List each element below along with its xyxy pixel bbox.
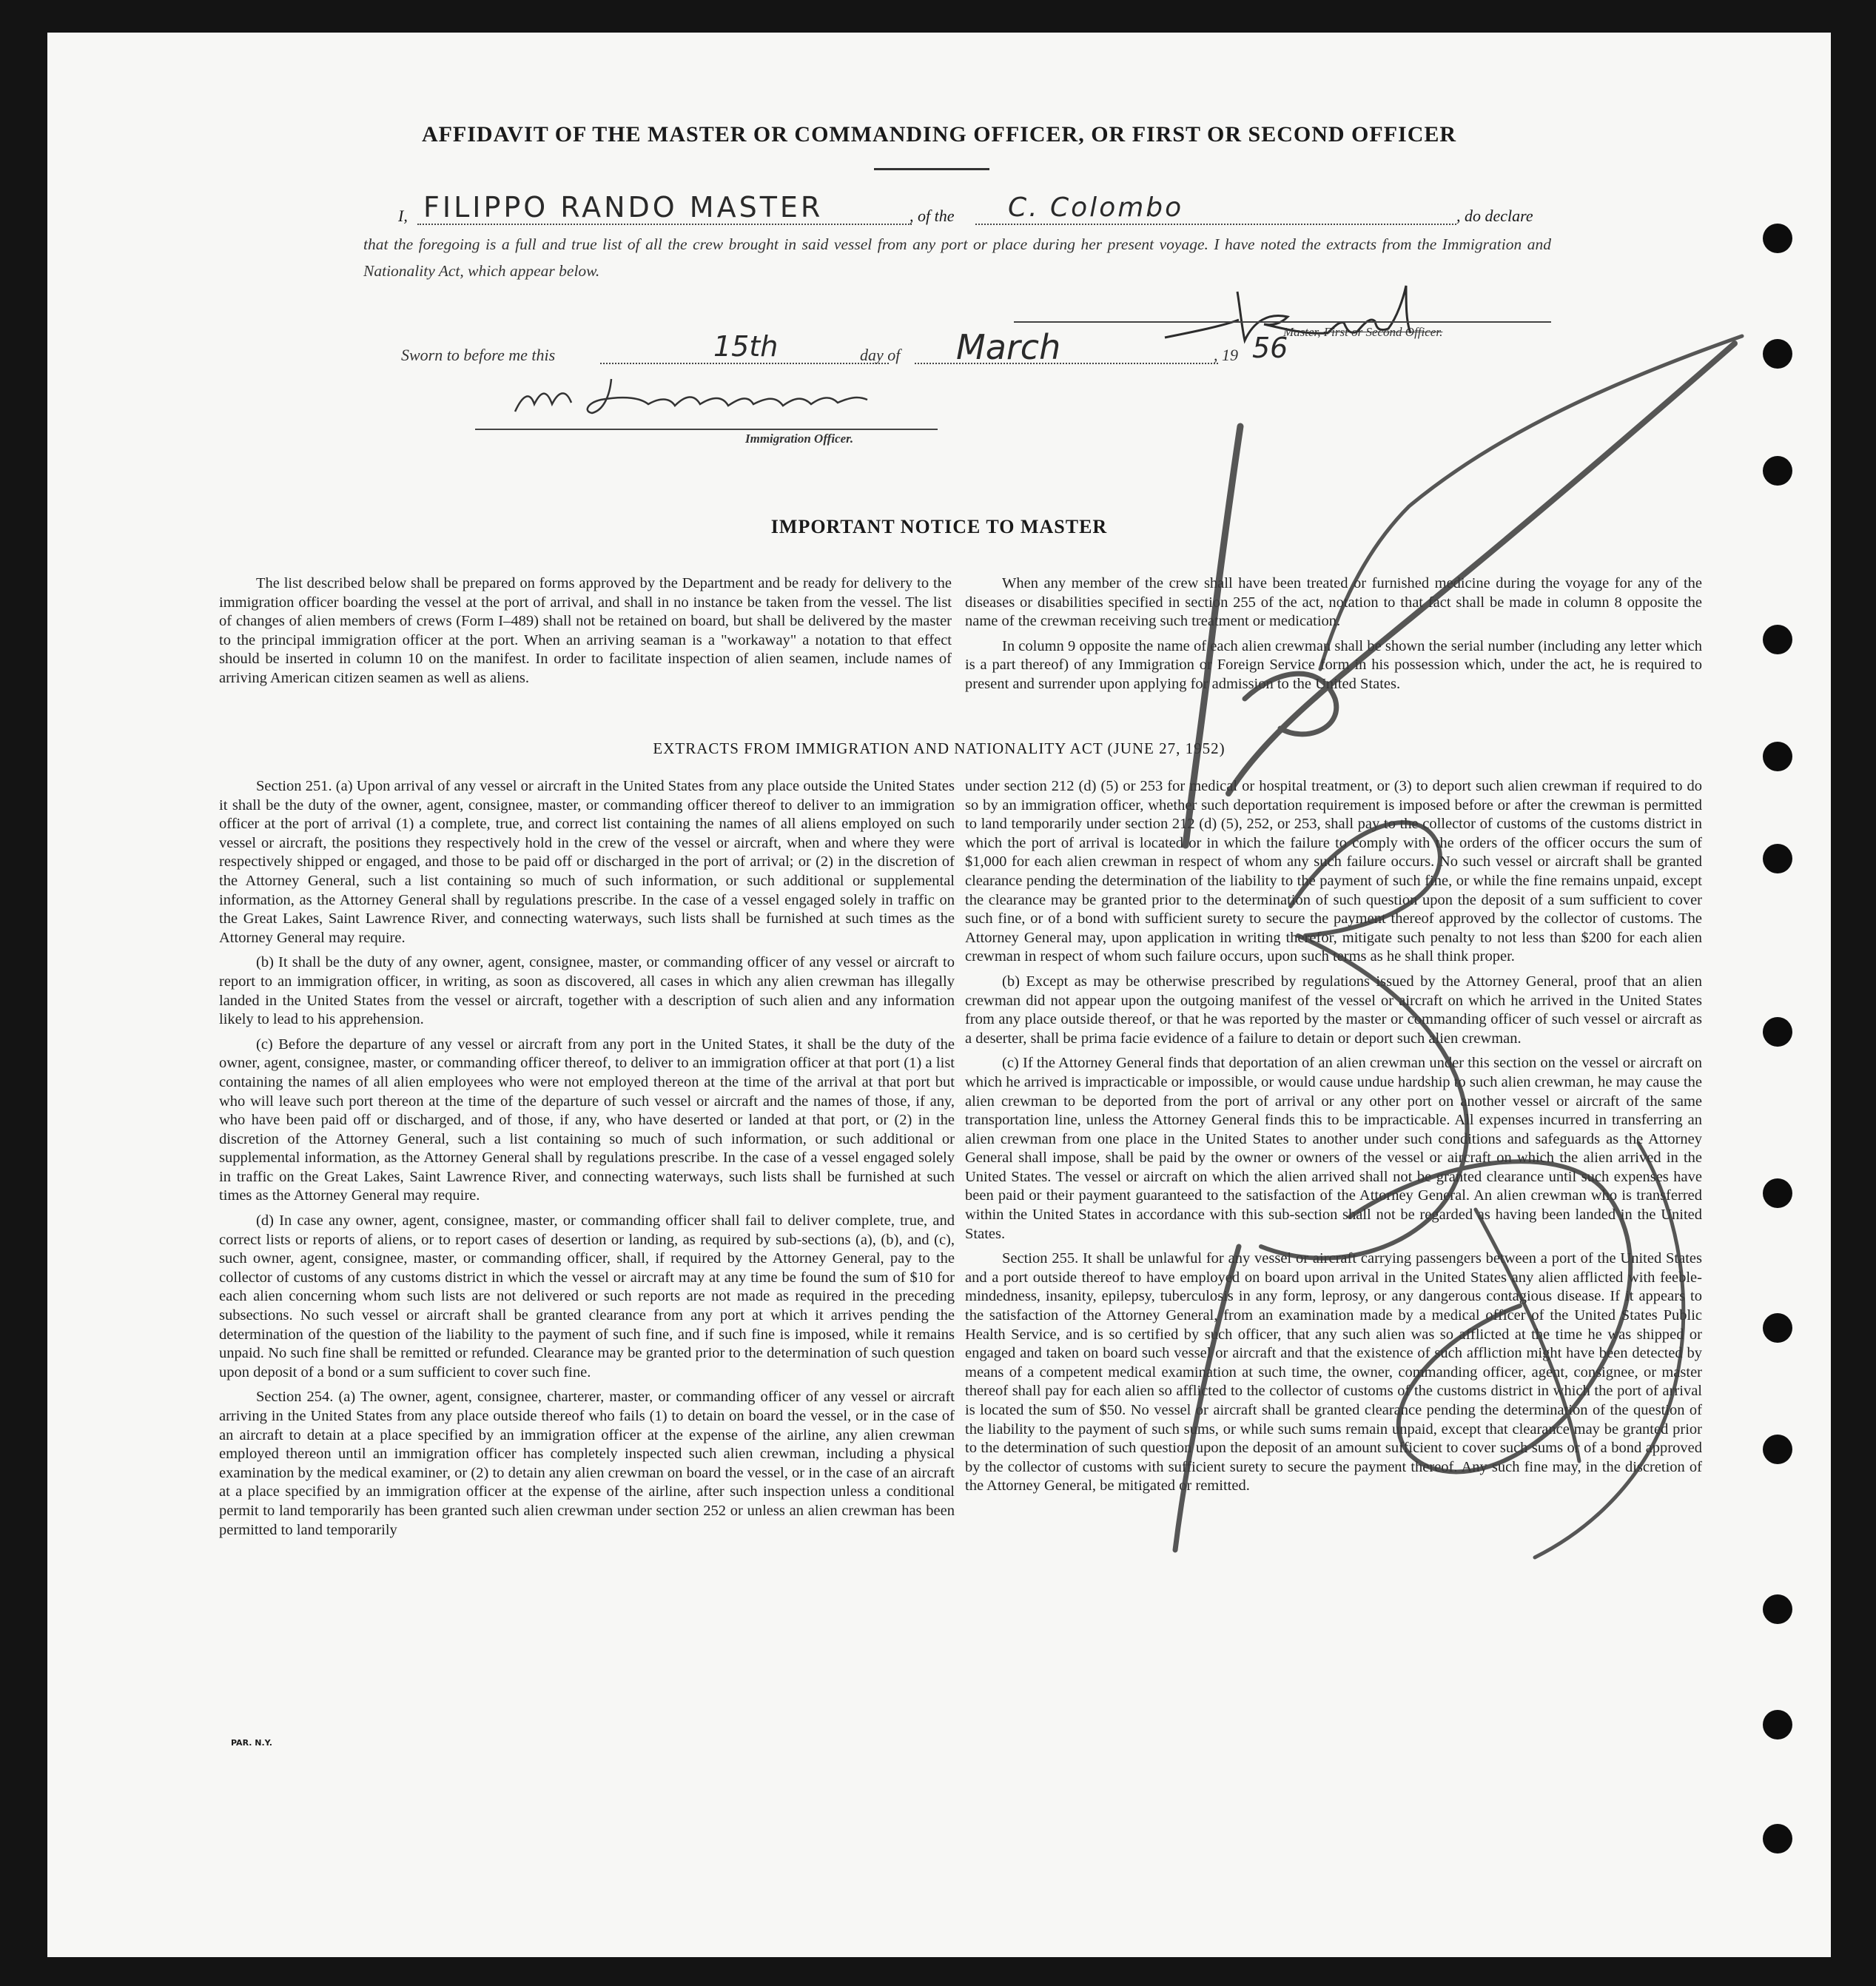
notice-right-text-1: When any member of the crew shall have been treated or furnished medicine during the voyage for any of the diseases or disabilities specified in section 255 of the act, notation to that fact shall be made in column 8 opposite the name of the crewman receiving such treatment or medication. xyxy=(965,575,1702,630)
officer-signature-line xyxy=(475,429,938,430)
notice-title: IMPORTANT NOTICE TO MASTER xyxy=(770,516,1108,537)
punch-hole xyxy=(1763,1435,1792,1464)
printer-mark: PAR. N.Y. xyxy=(231,1738,272,1748)
section-254-a-continued: under section 212 (d) (5) or 253 for medical or hospital treatment, or (3) to deport such alien crewman if required to do so by an immigration officer, whether such deportation requirement is imposed before or after the crewman is permitted to land temporarily under section 212 (d) (5), 252, or 253, shall pay to the collector of customs of the customs district in which the port of arrival is located or in which the failure to comply with the orders of the officer occurs the sum of $1,000 for each alien crewman in respect of whom any such failure occurs. No such vessel or aircraft shall be granted clearance pending the determination of the liability to the payment of such fine, or while the fine remains unpaid, except the clearance may be granted prior to the determination of such question upon the deposit of a sum sufficient to cover such fine, or of a bond with sufficient surety to secure the payment thereof approved by the collector of customs. The Attorney General may, upon application in writing therefor, mitigate such penalty to not less than $200 for each alien crewman in respect of whom such failure occurs, upon such terms as he shall think proper. xyxy=(965,778,1702,965)
vessel-name-handwritten: C. Colombo xyxy=(1008,192,1184,223)
extracts-right-column xyxy=(965,777,1702,1496)
notice-left-text: The list described below shall be prepared on forms approved by the Department and be ready for delivery to the immigration officer boarding the vessel at the port of arrival, and shall in no instance be taken from the vessel. The list of changes of alien members of crews (Form I–489) shall not be retained on board, but shall be delivered by the master to the principal immigration officer at the port. When an arriving seaman is a "workaway" a notation to that effect should be inserted in column 10 on the manifest. In order to facilitate inspection of alien seamen, include names of arriving American citizen seamen as well as aliens. xyxy=(219,575,952,686)
section-251-c: (c) Before the departure of any vessel or aircraft from any port in the United States, it shall be the duty of the owner, agent, consignee, master, or commanding officer thereof, to deliver to an immigration officer at that port (1) a list containing the names of all alien employees who were not employed thereon at the time of the arrival at that port but who will leave such port thereon at the time of the departure of such vessel or aircraft and the names of those, if any, who have been paid off or discharged, and of those, if any, who have deserted or landed at that port, or (2) in the discretion of the Attorney General, such a list containing so much of such information, or such additional or supplemental information, as the Attorney General shall by regulations prescribe. In the case of a vessel engaged solely in traffic on the Great Lakes, Saint Lawrence River, and connecting waterways, such lists shall be furnished at such times as the Attorney General may require. xyxy=(219,1036,955,1204)
title-rule xyxy=(874,168,989,170)
caption-master: Master, xyxy=(1283,325,1324,339)
sworn-day-line xyxy=(600,363,889,364)
caption-struck-officer: First or Second Officer. xyxy=(1323,325,1443,339)
section-254-a: Section 254. (a) The owner, agent, consignee, charterer, master, or commanding officer of any vessel or aircraft arriving in the United States from any place outside thereof who fails (1) to detain on board the vessel, or in the case of an aircraft to detain at a place specified by an immigration officer at the expense of the airline, any alien crewman employed thereon until an immigration officer has completely inspected such alien crewman, including a physical examination by the medical examiner, or (2) to detain any alien crewman on board the vessel, or in the case of an aircraft at a place specified by an immigration officer at the expense of the airline, after such inspection unless a conditional permit to land temporarily has been granted such alien crewman under section 252 or unless an alien crewman has been permitted to land temporarily xyxy=(219,1389,955,1538)
section-254-c: (c) If the Attorney General finds that deportation of an alien crewman under this section on the vessel or aircraft on which he arrived is impracticable or impossible, or would cause undue hardship to such alien crewman, he may cause the alien crewman to be deported from the port of arrival or any other port on another vessel or aircraft of the same transportation line, unless the Attorney General finds this to be impracticable. All expenses incurred in transferring an alien crewman from one place in the United States to another under such conditions and safeguards as the Attorney General shall impose, shall be paid by the owner or owners of the vessel or aircraft on which the alien arrived in the United States. The vessel or aircraft on which the alien arrived shall not be granted clearance until such expenses have been paid or their payment guaranteed to the satisfaction of the Attorney General. An alien crewman who is transferred within the United States in accordance with this sub-section shall not be regarded as having been landed in the United States. xyxy=(965,1055,1702,1242)
year-prefix: , 19 xyxy=(1214,346,1238,364)
punch-hole xyxy=(1763,1178,1792,1208)
punch-hole xyxy=(1763,1313,1792,1343)
section-255: Section 255. It shall be unlawful for any vessel or aircraft carrying passengers between a port of the United States and a port outside thereof to have employed on board upon arrival in the United States any alien afflicted with feeble-mindedness, insanity, epilepsy, tuberculosis in any form, leprosy, or any dangerous contagious disease. If it appears to the satisfaction of the Attorney General, from an examination made by a medical officer of the United States Public Health Service, and is so certified by such officer, that any such alien was so afflicted at the time he was shipped or engaged and taken on board such vessel or aircraft and that the existence of such affliction might have been detected by means of a competent medical examination at such time, the owner, commanding officer, agent, consignee, or master thereof shall pay for each alien so afflicted to the collector of customs of the customs district in which the port of arrival is located the sum of $50. No vessel or aircraft shall be granted clearance pending the determination of the question of the liability to the payment of such sums, or while such sums remain unpaid, except that clearance may be granted prior to the determination of such question upon the deposit of an amount sufficient to cover such sums or of a bond approved by the collector of customs with sufficient surety to secure the payment thereof. Any such fine may, in the discretion of the Attorney General, be mitigated or remitted. xyxy=(965,1250,1702,1494)
master-signature-line xyxy=(1014,321,1551,323)
sworn-day-handwritten: 15th xyxy=(713,330,779,363)
sworn-month-handwritten: March xyxy=(956,327,1061,367)
punch-hole xyxy=(1763,1824,1792,1854)
signature-caption xyxy=(1283,325,1442,340)
section-254-b: (b) Except as may be otherwise prescribed by regulations issued by the Attorney General, proof that an alien crewman did not appear upon the outgoing manifest of the vessel or aircraft on which he arrived in the United States from any place outside thereof, or that he was reported by the master or commanding officer of such vessel or aircraft as a deserter, shall be prima facie evidence of a failure to detain or deport such alien crewman. xyxy=(965,973,1702,1047)
punch-hole xyxy=(1763,1017,1792,1047)
document-page xyxy=(47,33,1831,1957)
punch-hole xyxy=(1763,1710,1792,1740)
do-declare-label: , do declare xyxy=(1456,207,1533,225)
punch-hole xyxy=(1763,844,1792,873)
officer-caption: Immigration Officer. xyxy=(745,432,854,446)
year-handwritten: 56 xyxy=(1252,332,1288,364)
vessel-name-line xyxy=(975,224,1456,225)
punch-hole xyxy=(1763,1594,1792,1624)
punch-hole xyxy=(1763,742,1792,771)
punch-hole xyxy=(1763,625,1792,654)
punch-hole xyxy=(1763,339,1792,369)
sworn-label: Sworn to before me this xyxy=(401,346,556,364)
punch-hole xyxy=(1763,456,1792,486)
extracts-left-column xyxy=(219,777,955,1540)
extracts-title: EXTRACTS FROM IMMIGRATION AND NATIONALITY ACT (JUNE 27, 1952) xyxy=(653,739,1226,757)
punch-hole xyxy=(1763,224,1792,253)
section-251-b: (b) It shall be the duty of any owner, agent, consignee, master, or commanding officer of any vessel or aircraft to report to an immigration officer, in writing, as soon as discovered, all cases in which any alien crewman has illegally landed in the United States from the vessel or aircraft, together with a description of such alien and any information likely to lead to his apprehension. xyxy=(219,954,955,1028)
affidavit-title: AFFIDAVIT OF THE MASTER OR COMMANDING OFFICER, OR FIRST OR SECOND OFFICER xyxy=(421,122,1457,147)
declaration-text: that the foregoing is a full and true list of all the crew brought in said vessel from any port or place during her present voyage. I have noted the extracts from the Immigration and Nationality Act, which appear below. xyxy=(363,235,1551,280)
of-the-label: , of the xyxy=(910,207,955,225)
section-251-a: Section 251. (a) Upon arrival of any vessel or aircraft in the United States from any place outside the United States it shall be the duty of the owner, agent, consignee, master, or commanding officer thereof to deliver to an immigration officer at the port of arrival (1) a complete, true, and correct list containing the names of all aliens employed on such vessel or aircraft, the positions they respectively hold in the crew of the vessel or aircraft, when and where they were respectively shipped or engaged, and those to be paid off or discharged in the port of arrival; or (2) in the discretion of the Attorney General, such a list containing so much of such information, or such additional or supplemental information, as the Attorney General shall by regulations prescribe. In the case of a vessel engaged solely in traffic on the Great Lakes, Saint Lawrence River, and connecting waterways, such lists shall be furnished at such times as the Attorney General may require. xyxy=(219,778,955,946)
prefix-i: I, xyxy=(398,207,408,225)
section-251-d: (d) In case any owner, agent, consignee, master, or commanding officer shall fail to deliver complete, true, and correct lists or reports of aliens, or to report cases of desertion or landing, as required by sub-sections (a), (b), and (c), such owner, agent, consignee, master, or commanding officer, shall, if required by the Attorney General, pay to the collector of customs of any customs district in which the vessel or aircraft may at any time be found the sum of $10 for each alien concerning whom such lists are not delivered or such reports are not made as required in the preceding subsections. No such vessel or aircraft shall be granted clearance from any port at which it arrives pending the determination of the question of the liability to the payment of such fine, and if such fine is imposed, while it remains unpaid. No such fine shall be remitted or refunded. Clearance may be granted prior to the determination of such question upon deposit of a bond or a sum sufficient to cover such fine. xyxy=(219,1212,955,1381)
immigration-officer-signature xyxy=(500,366,900,425)
day-of-label: day of xyxy=(860,346,901,364)
master-name-handwritten: FILIPPO RANDO MASTER xyxy=(423,191,824,224)
notice-left-paragraph xyxy=(219,574,952,688)
notice-right-text-2: In column 9 opposite the name of each alien crewman shall be shown the serial number (including any letter which is a part thereof) of any Immigration or Foreign Service form in his possession which, under the act, he is required to present and surrender upon applying for admission to the United States. xyxy=(965,637,1702,692)
master-name-line xyxy=(417,224,912,225)
notice-right-column xyxy=(965,574,1702,694)
